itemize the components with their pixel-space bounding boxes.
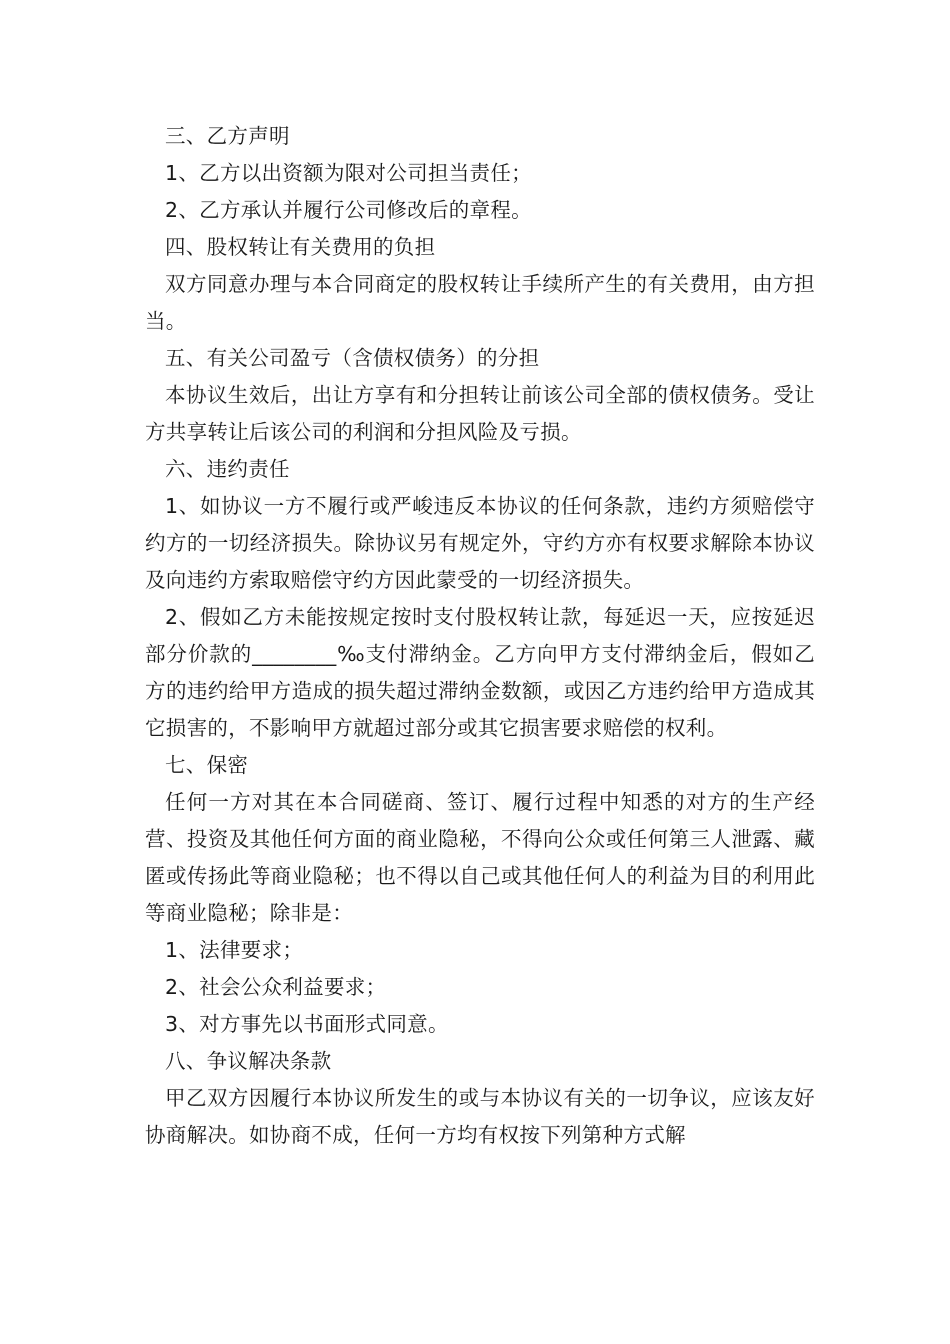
section-heading-profit-loss: 五、有关公司盈亏（含债权债务）的分担 (165, 346, 540, 370)
section-heading-party-b-statement: 三、乙方声明 (165, 124, 290, 148)
section-heading-confidentiality: 七、保密 (165, 753, 249, 777)
dispute-text: 甲乙双方因履行本协议所发生的或与本协议有关的一切争议，应该友好协商解决。如协商不成，任何一方均有权按下列第种方式解 (145, 1086, 815, 1147)
confidentiality-text: 任何一方对其在本合同磋商、签订、履行过程中知悉的对方的生产经营、投资及其他任何方面的商业隐秘，不得向公众或任何第三人泄露、藏匿或传扬此等商业隐秘；也不得以自己或其他任何人的利益为目的利用此等商业隐秘；除非是： (145, 790, 815, 925)
confidentiality-exception-1: 1、法律要求； (165, 938, 304, 962)
clause-b-1: 1、乙方以出资额为限对公司担当责任； (165, 161, 532, 185)
section-heading-transfer-fees: 四、股权转让有关费用的负担 (165, 235, 436, 259)
section-heading-dispute: 八、争议解决条款 (165, 1049, 332, 1073)
profit-loss-text: 本协议生效后，出让方享有和分担转让前该公司全部的债权债务。受让方共享转让后该公司的利润和分担风险及亏损。 (145, 383, 815, 444)
breach-clause-2: 2、假如乙方未能按规定按时支付股权转让款，每延迟一天，应按延迟部分价款的________‰支付滞纳金。乙方向甲方支付滞纳金后，假如乙方的违约给甲方造成的损失超过滞纳金数额，或因乙方违约给甲方造成其它损害的，不影响甲方就超过部分或其它损害要求赔偿的权利。 (145, 605, 815, 740)
confidentiality-exception-3: 3、对方事先以书面形式同意。 (165, 1012, 449, 1036)
document-body (145, 118, 815, 1154)
transfer-fees-text: 双方同意办理与本合同商定的股权转让手续所产生的有关费用，由方担当。 (145, 272, 815, 333)
breach-clause-1: 1、如协议一方不履行或严峻违反本协议的任何条款，违约方须赔偿守约方的一切经济损失。除协议另有规定外，守约方亦有权要求解除本协议及向违约方索取赔偿守约方因此蒙受的一切经济损失。 (145, 494, 815, 592)
clause-b-2: 2、乙方承认并履行公司修改后的章程。 (165, 198, 532, 222)
confidentiality-exception-2: 2、社会公众利益要求； (165, 975, 387, 999)
section-heading-breach: 六、违约责任 (165, 457, 290, 481)
